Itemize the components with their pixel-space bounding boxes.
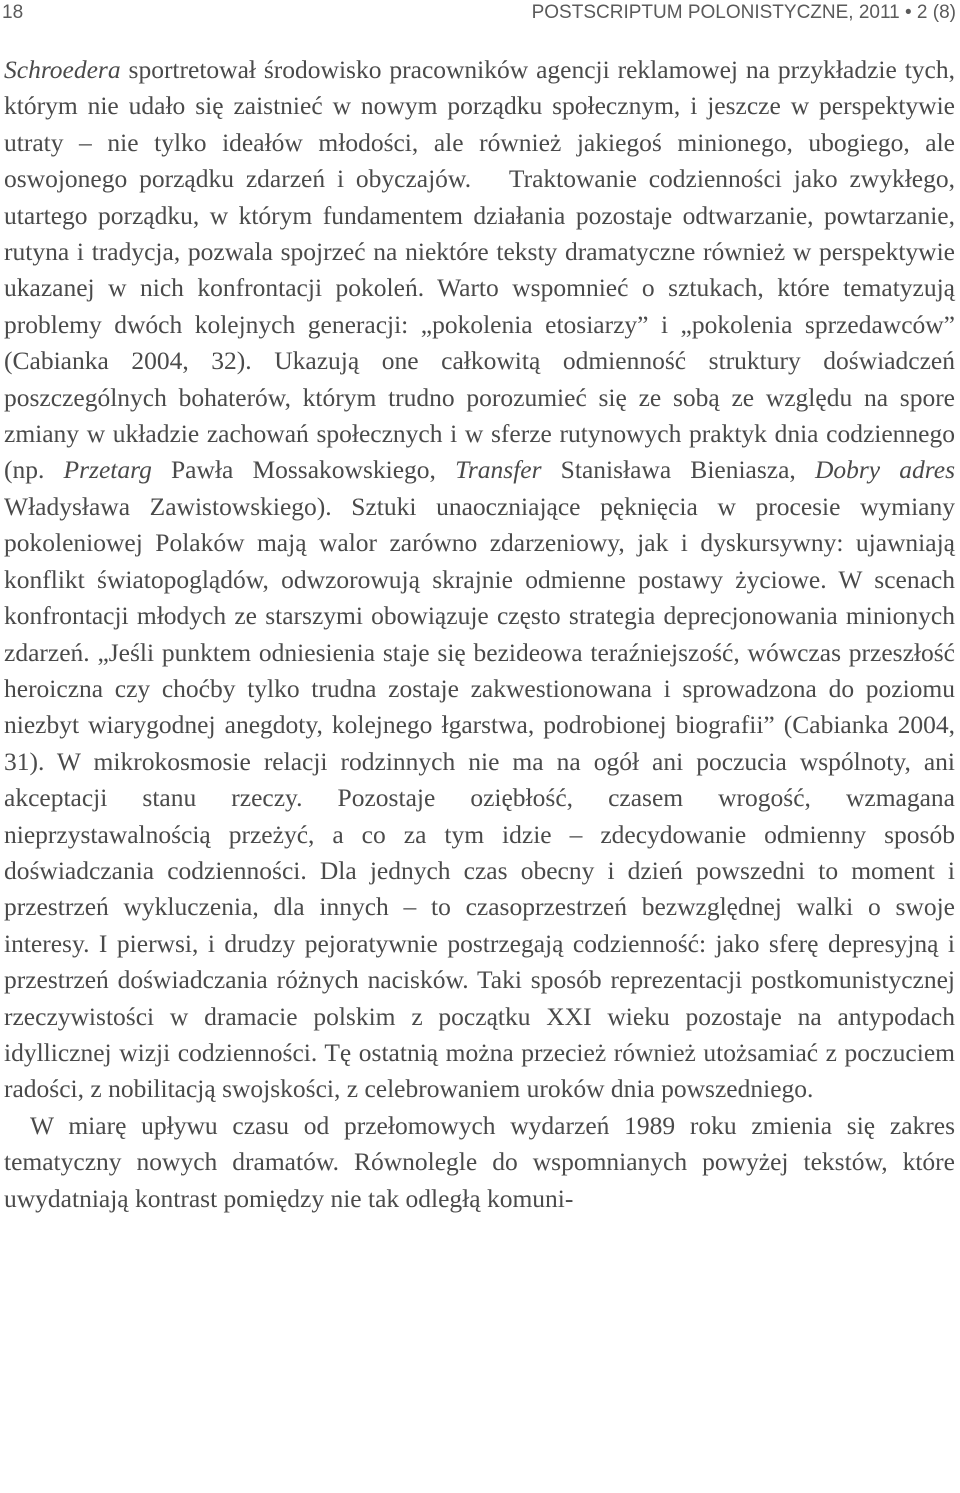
running-head bbox=[2, 0, 956, 26]
paragraph-2-lead: Traktowanie codzienności jako zwykłego, utartego porządku, w którym fundamentem działania pozostaje odtwarzanie, powtarzanie, rutyna i tradycja, pozwala spojrzeć na niektóre teksty dramatyczne również w perspektywie ukazanej w nich konfrontacji pokoleń. Warto wspomnieć o sztukach, które tematyzują problemy dwóch kolejnych generacji: „pokolenia etosiarzy” i „pokolenia sprzedawców” (Cabianka 2004, 32). Ukazują one całkowitą odmienność struktury doświadczeń poszczególnych bohaterów, którym trudno porozumieć się ze sobą ze względu na spore zmiany w układzie zachowań społecznych i w sferze rutynowych praktyk dnia codziennego (np. bbox=[4, 164, 955, 485]
paragraph-3 bbox=[4, 1108, 955, 1217]
paragraph-1 bbox=[4, 52, 955, 1108]
paragraph-text: sportretował środowisko pracowników agencji reklamowej na przykładzie tych, którym nie udało się zaistnieć w nowym porządku społecznym, i jeszcze w perspektywie utraty – nie tylko ideałów młodości, ale również jakiegoś minionego, ubogiego, ale oswojonego porządku zdarzeń i obyczajów. bbox=[4, 55, 955, 194]
paragraph-text: W miarę upływu czasu od przełomowych wydarzeń 1989 roku zmienia się zakres tematyczny nowych dramatów. Równolegle do wspomnianych powyżej tekstów, które uwydatniają kontrast pomiędzy nie tak odległą komuni- bbox=[4, 1110, 955, 1213]
paragraph-text: Pawła Mossakowskiego, bbox=[151, 455, 456, 485]
italic-title: Przetarg bbox=[63, 455, 152, 485]
journal-title: POSTSCRIPTUM POLONISTYCZNE, 2011 • 2 (8) bbox=[531, 2, 956, 23]
italic-title: Transfer bbox=[455, 455, 542, 485]
paragraph-text: Władysława Zawistowskiego). Sztuki unaoczniające pęknięcia w procesie wymiany pokoleniowej Polaków mają walor zarówno zdarzeniowy, jak i dyskursywny: ujawniają konflikt światopoglądów, odwzorowują skrajnie odmienne postawy życiowe. W scenach konfrontacji młodych ze starszymi obowiązuje często strategia deprecjonowania minionych zdarzeń. „Jeśli punktem odniesienia staje się bezideowa teraźniejszość, wówczas przeszłość heroiczna czy choćby tylko trudna zostaje zakwestionowana i sprowadzona do poziomu niezbyt wiarygodnej anegdoty, kolejnego łgarstwa, podrobionej biografii” (Cabianka 2004, 31). W mikrokosmosie relacji rodzinnych nie ma na ogół ani poczucia wspólnoty, ani akceptacji stanu rzeczy. Pozostaje oziębłość, czasem wrogość, wzmagana nieprzystawalnością przeżyć, a co za tym idzie – zdecydowanie odmienny sposób doświadczania codzienności. Dla jednych czas obecny i dzień powszedni to moment i przestrzeń wykluczenia, dla innych – to czasoprzestrzeń bezwzględnej walki o swoje interesy. I pierwsi, i drudzy pejoratywnie postrzegają codzienność: jako sferę depresyjną i przestrzeń doświadczania różnych nacisków. Taki sposób reprezentacji postkomunistycznej rzeczywistości w dramacie polskim z początku XXI wieku pozostaje na antypodach idyllicznej wizji codzienności. Tę ostatnią można przecież również utożsamiać z poczuciem radości, z nobilitacją swojskości, z celebrowaniem uroków dnia powszedniego. bbox=[4, 491, 955, 1104]
italic-title: Dobry adres bbox=[814, 455, 955, 485]
page-number: 18 bbox=[2, 2, 24, 23]
paragraph-text: Stanisława Bieniasza, bbox=[541, 455, 815, 485]
article-body bbox=[4, 52, 955, 1217]
italic-title: Schroedera bbox=[4, 55, 121, 84]
